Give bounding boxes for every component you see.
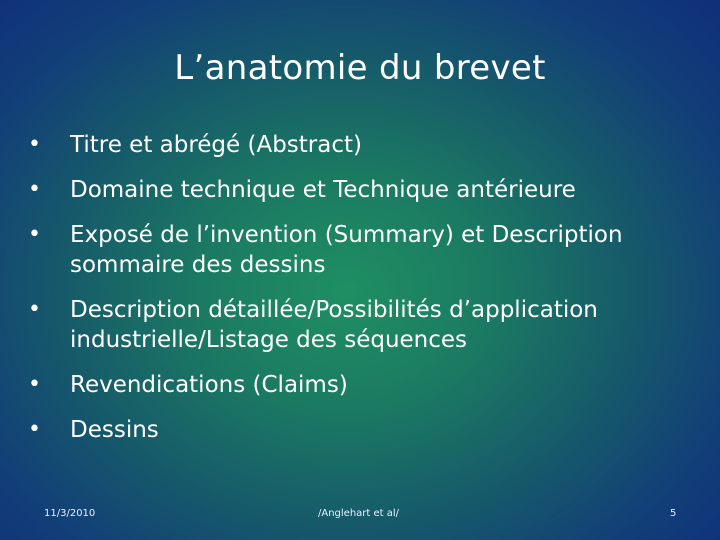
bullet-item	[28, 220, 698, 280]
bullet-list	[28, 130, 698, 460]
bullet-icon: •	[28, 222, 41, 247]
footer-author: /Anglehart et al/	[318, 508, 400, 519]
bullet-icon: •	[28, 372, 41, 397]
bullet-icon: •	[28, 417, 41, 442]
bullet-text: Dessins	[70, 417, 159, 443]
bullet-item	[28, 175, 698, 205]
bullet-text: Exposé de l’invention (Summary) et Description sommaire des dessins	[70, 222, 623, 278]
footer-date: 11/3/2010	[44, 508, 96, 519]
bullet-text: Domaine technique et Technique antérieure	[70, 177, 576, 203]
bullet-text: Description détaillée/Possibilités d’application industrielle/Listage des séquences	[70, 297, 598, 353]
bullet-icon: •	[28, 297, 41, 322]
bullet-icon: •	[28, 177, 41, 202]
bullet-item	[28, 295, 698, 355]
bullet-icon: •	[28, 132, 41, 157]
bullet-item	[28, 415, 698, 445]
bullet-text: Titre et abrégé (Abstract)	[70, 132, 362, 158]
bullet-item	[28, 370, 698, 400]
footer-page-number: 5	[670, 508, 677, 519]
bullet-text: Revendications (Claims)	[70, 372, 348, 398]
bullet-item	[28, 130, 698, 160]
slide-title: L’anatomie du brevet	[174, 48, 546, 88]
